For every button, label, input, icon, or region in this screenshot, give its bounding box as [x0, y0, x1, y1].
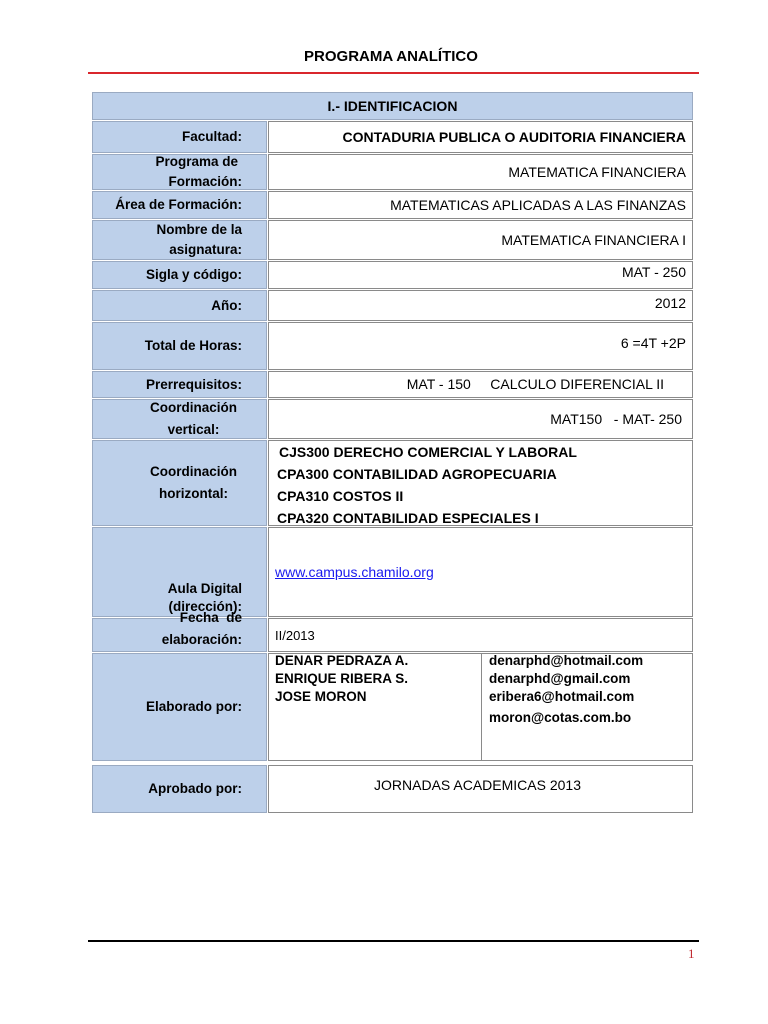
row-programa	[92, 154, 693, 190]
label-programa	[92, 154, 267, 190]
author-name: DENAR PEDRAZA A.	[275, 653, 409, 668]
value-programa: MATEMATICA FINANCIERA	[268, 154, 693, 190]
label-fecha-line2: elaboración:	[161, 632, 242, 647]
authors-divider	[481, 654, 482, 760]
title-rule	[88, 72, 699, 74]
value-prerrequisitos: MAT - 150 CALCULO DIFERENCIAL II	[268, 371, 693, 398]
label-facultad: Facultad:	[92, 121, 267, 153]
label-fecha	[92, 610, 267, 652]
author-name: JOSE MORON	[275, 689, 367, 704]
value-horas: 6 =4T +2P	[268, 322, 693, 370]
label-elaborado: Elaborado por:	[92, 653, 267, 761]
author-email: denarphd@gmail.com	[489, 671, 631, 686]
label-horas: Total de Horas:	[92, 322, 267, 370]
row-asignatura	[92, 220, 693, 260]
label-asignatura-line1: Nombre de la	[156, 222, 242, 237]
author-name: ENRIQUE RIBERA S.	[275, 671, 409, 686]
value-asignatura: MATEMATICA FINANCIERA I	[268, 220, 693, 260]
aula-digital-link[interactable]: www.campus.chamilo.org	[275, 564, 434, 580]
value-sigla: MAT - 250	[268, 261, 693, 289]
author-emails	[489, 652, 643, 727]
row-aula	[92, 527, 693, 617]
author-email: denarphd@hotmail.com	[489, 653, 644, 668]
value-area: MATEMATICAS APLICADAS A LAS FINANZAS	[268, 191, 693, 219]
label-asignatura-line2: asignatura:	[169, 242, 242, 257]
label-coord-horizontal-line1: Coordinación	[150, 464, 237, 479]
coord-item: CPA300 CONTABILIDAD AGROPECUARIA	[277, 466, 557, 482]
row-anio	[92, 290, 693, 321]
row-facultad	[92, 121, 693, 153]
author-email: eribera6@hotmail.com	[489, 689, 635, 704]
value-aprobado: JORNADAS ACADEMICAS 2013	[268, 765, 693, 813]
row-sigla	[92, 261, 693, 289]
label-aprobado: Aprobado por:	[92, 765, 267, 813]
label-anio: Año:	[92, 290, 267, 321]
section-header: I.- IDENTIFICACION	[92, 92, 693, 120]
coord-item: CPA310 COSTOS II	[277, 488, 404, 504]
value-fecha: II/2013	[268, 618, 693, 652]
label-aula-line1: Aula Digital	[167, 581, 242, 596]
row-coord-horizontal	[92, 440, 693, 526]
document-title: PROGRAMA ANALÍTICO	[304, 48, 478, 65]
author-names	[275, 652, 408, 706]
row-prerrequisitos	[92, 371, 693, 398]
page-number: 1	[688, 946, 695, 961]
label-coord-vertical-line2: vertical:	[167, 422, 220, 437]
value-aula	[268, 527, 693, 617]
value-facultad: CONTADURIA PUBLICA O AUDITORIA FINANCIERA	[268, 121, 693, 153]
label-asignatura	[92, 220, 267, 260]
label-programa-line1: Programa de	[155, 154, 238, 169]
coord-item: CPA320 CONTABILIDAD ESPECIALES I	[277, 510, 539, 526]
label-programa-line2: Formación:	[168, 174, 242, 189]
label-aula	[92, 527, 267, 617]
label-coord-horizontal	[92, 440, 267, 526]
label-coord-vertical-line1: Coordinación	[150, 400, 237, 415]
row-fecha	[92, 610, 693, 652]
label-area: Área de Formación:	[92, 191, 267, 219]
authors-block	[268, 653, 693, 761]
label-aula-line2: (dirección):	[168, 599, 242, 614]
row-aprobado	[92, 765, 693, 813]
label-sigla: Sigla y código:	[92, 261, 267, 289]
author-email: moron@cotas.com.bo	[489, 710, 632, 725]
row-horas	[92, 322, 693, 370]
label-prerrequisitos: Prerrequisitos:	[92, 371, 267, 398]
label-coord-vertical	[92, 399, 267, 439]
coord-item: CJS300 DERECHO COMERCIAL Y LABORAL	[279, 444, 577, 460]
value-coord-horizontal	[268, 440, 693, 526]
footer-rule	[88, 940, 699, 942]
label-coord-horizontal-line2: horizontal:	[159, 486, 228, 501]
label-fecha-line1: Fecha de	[179, 610, 242, 625]
row-area	[92, 191, 693, 219]
row-elaborado	[92, 653, 693, 761]
value-coord-vertical: MAT150 - MAT- 250	[268, 399, 693, 439]
value-anio: 2012	[268, 290, 693, 321]
row-coord-vertical	[92, 399, 693, 439]
